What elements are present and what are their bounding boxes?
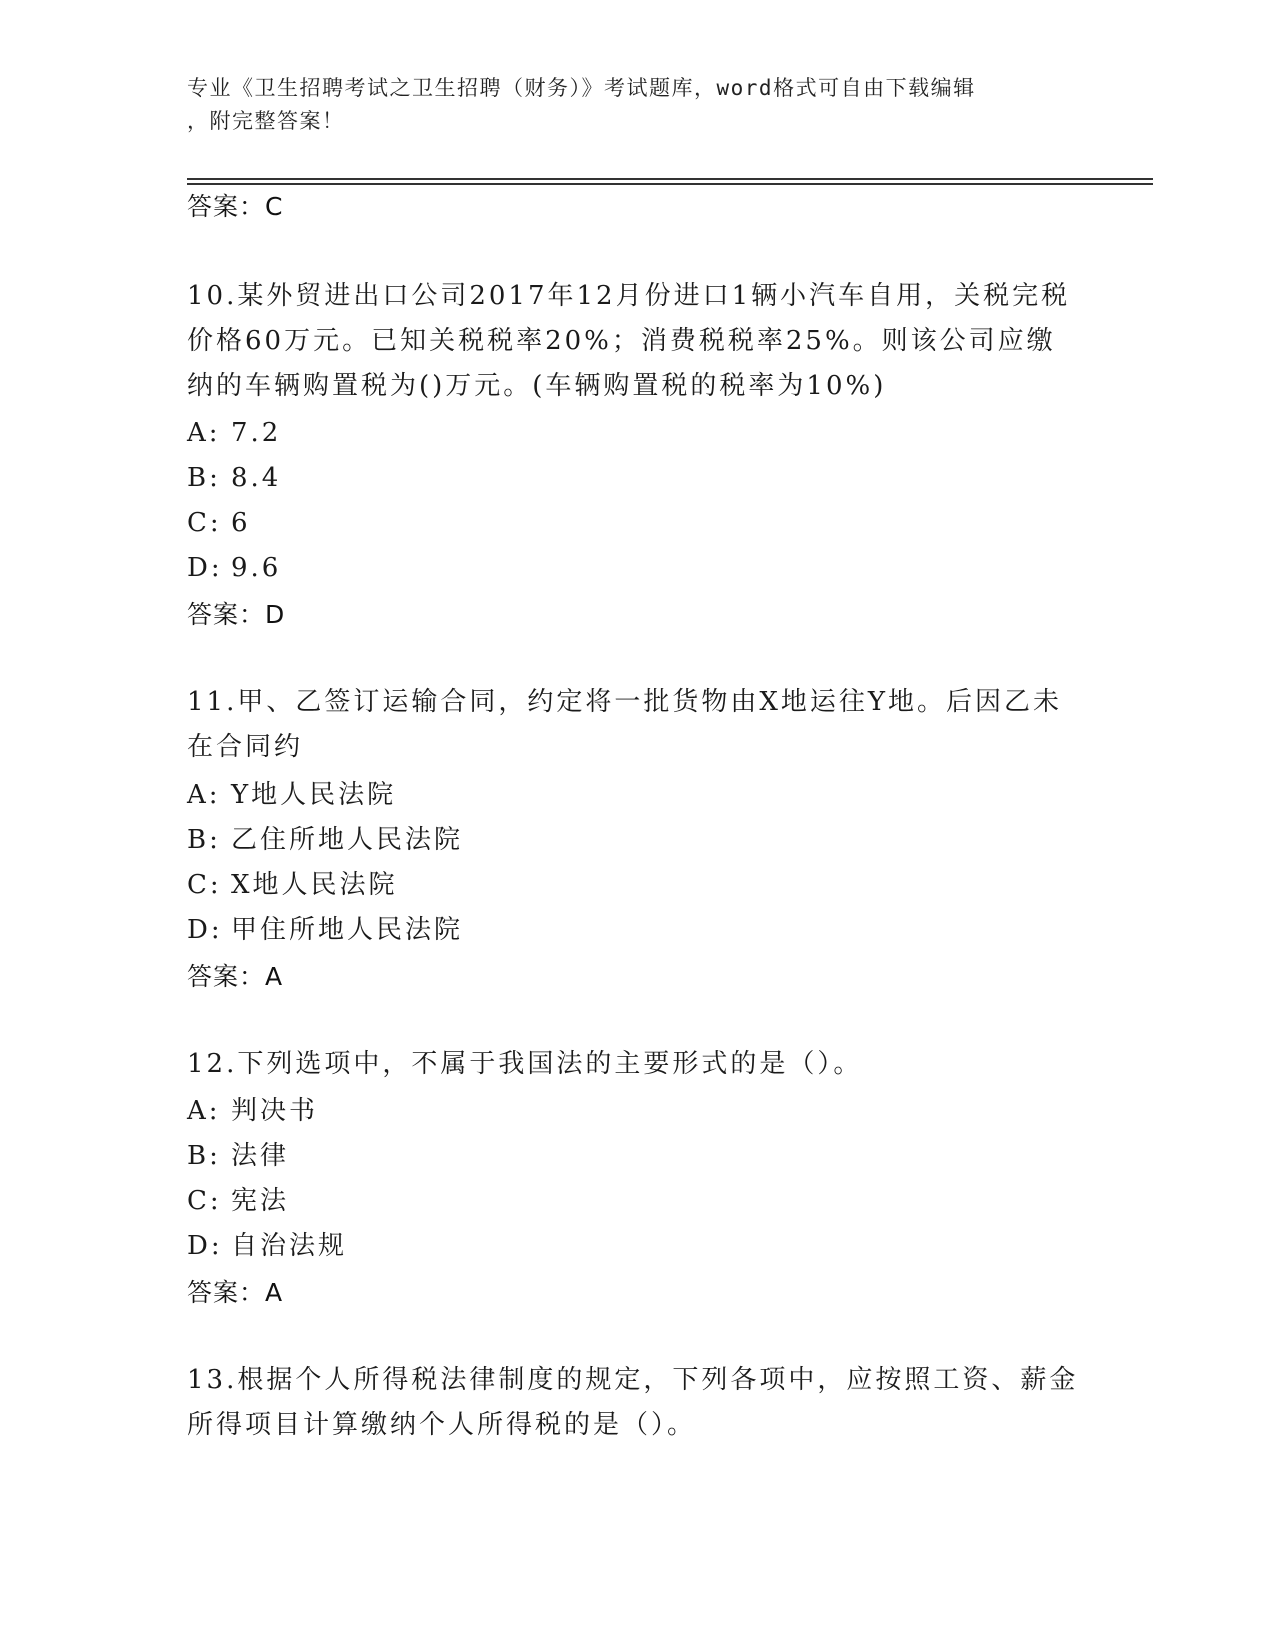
option-key: C: — [187, 870, 222, 900]
question-12-option-b — [187, 1141, 289, 1171]
option-text: 7.2 — [231, 418, 282, 448]
document-header — [187, 72, 1087, 138]
option-text: 自治法规 — [231, 1231, 348, 1261]
option-text: 8.4 — [231, 463, 282, 493]
question-10-option-d — [187, 553, 281, 583]
option-text: 甲住所地人民法院 — [231, 915, 464, 945]
header-rule-bottom — [187, 183, 1153, 185]
option-key: D: — [187, 553, 223, 583]
option-text: 判决书 — [231, 1096, 319, 1126]
question-11-line-1: 11.甲、乙签订运输合同，约定将一批货物由X地运往Y地。后因乙未 — [187, 687, 1063, 717]
option-key: D: — [187, 915, 223, 945]
question-10-line-1: 10.某外贸进出口公司2017年12月份进口1辆小汽车自用，关税完税 — [187, 281, 1071, 311]
option-key: A: — [187, 780, 221, 810]
question-11-option-d — [187, 915, 463, 945]
question-13-line-1: 13.根据个人所得税法律制度的规定，下列各项中，应按照工资、薪金 — [187, 1365, 1079, 1395]
option-text: 乙住所地人民法院 — [231, 825, 464, 855]
header-rule-top — [187, 178, 1153, 180]
question-12-option-d — [187, 1231, 347, 1261]
option-key: B: — [187, 1141, 221, 1171]
question-10-line-3: 纳的车辆购置税为()万元。(车辆购置税的税率为10%) — [187, 371, 887, 401]
question-10-answer: 答案：D — [187, 600, 286, 629]
option-key: C: — [187, 508, 222, 538]
question-11-text — [187, 680, 1087, 770]
option-key: C: — [187, 1186, 222, 1216]
question-10-text — [187, 274, 1087, 409]
question-11-option-b — [187, 825, 463, 855]
option-key: B: — [187, 825, 221, 855]
question-11-answer: 答案：A — [187, 962, 284, 991]
question-11-line-2: 在合同约 — [187, 732, 304, 762]
question-10-option-a — [187, 418, 281, 448]
question-10-option-b — [187, 463, 281, 493]
option-text: 宪法 — [231, 1186, 290, 1216]
question-11-option-a — [187, 780, 396, 810]
answer-previous: 答案：C — [187, 192, 284, 221]
option-text: X地人民法院 — [231, 870, 398, 900]
option-text: Y地人民法院 — [231, 780, 397, 810]
header-line-1: 专业《卫生招聘考试之卫生招聘（财务）》考试题库，word格式可自由下载编辑 — [187, 76, 976, 100]
question-12-text — [187, 1042, 1087, 1087]
option-text: 法律 — [231, 1141, 290, 1171]
option-key: D: — [187, 1231, 223, 1261]
header-line-2: ，附完整答案！ — [187, 109, 345, 133]
question-12-option-c — [187, 1186, 289, 1216]
option-key: B: — [187, 463, 221, 493]
question-12-answer: 答案：A — [187, 1278, 284, 1307]
question-10-option-c — [187, 508, 251, 538]
question-13-text — [187, 1358, 1087, 1448]
question-10-line-2: 价格60万元。已知关税税率20%；消费税税率25%。则该公司应缴 — [187, 326, 1056, 356]
question-11-option-c — [187, 870, 398, 900]
option-text: 9.6 — [231, 553, 282, 583]
option-key: A: — [187, 1096, 221, 1126]
option-key: A: — [187, 418, 221, 448]
question-12-line-1: 12.下列选项中，不属于我国法的主要形式的是（）。 — [187, 1049, 863, 1079]
option-text: 6 — [231, 508, 251, 538]
question-12-option-a — [187, 1096, 318, 1126]
question-13-line-2: 所得项目计算缴纳个人所得税的是（）。 — [187, 1410, 697, 1440]
